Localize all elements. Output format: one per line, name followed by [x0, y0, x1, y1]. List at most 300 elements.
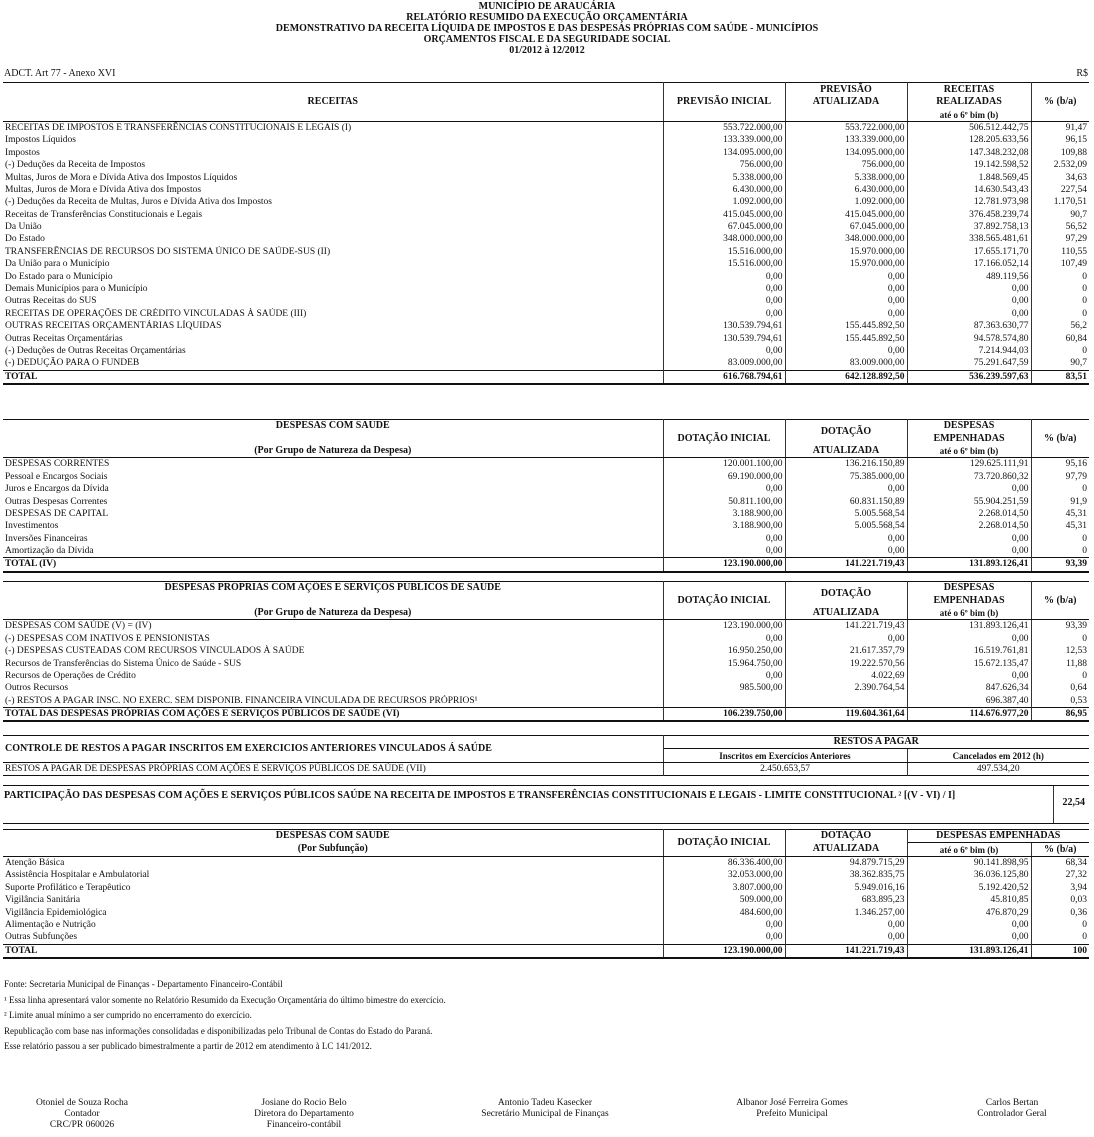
col-receitas-realizadas-b: REALIZADAS [907, 96, 1031, 108]
total-col-2: 106.239.750,00 [663, 707, 785, 721]
row-col-3: 0,00 [785, 545, 907, 558]
table-row [3, 762, 1089, 775]
row-percent: 0,03 [1070, 895, 1088, 906]
table-row [3, 233, 1089, 245]
row-label: OUTRAS RECEITAS ORÇAMENTÁRIAS LÍQUIDAS [3, 320, 663, 332]
table-row [3, 471, 1089, 483]
row-col-2: 67.045.000,00 [663, 221, 785, 233]
row-col-2: 985.500,00 [663, 682, 785, 694]
table-row [3, 919, 1089, 931]
signature-name: Albanor José Ferreira Gomes [736, 1098, 848, 1108]
row-col-2: 756.000,00 [663, 159, 785, 171]
row-col-4: 0,00 [907, 308, 1031, 320]
budget-scope: ORÇAMENTOS FISCAL E DA SEGURIDADE SOCIAL [423, 34, 671, 45]
signature-role-2: CRC/PR 060026 [49, 1120, 115, 1130]
row-percent: 97,29 [1065, 234, 1087, 245]
col-previsao-a: PREVISÃO [820, 83, 872, 95]
row-col-4: 0,00 [907, 283, 1031, 295]
col-dotacao-inicial: DOTAÇÃO INICIAL [663, 582, 785, 620]
row-percent: 95,16 [1065, 459, 1087, 470]
row-col-3: 60.831.150,89 [785, 495, 907, 507]
row-label: Impostos Líquidos [3, 134, 663, 146]
total-col-3: 642.128.892,50 [785, 370, 907, 384]
row-col-4: 90.141.898,95 [907, 856, 1031, 869]
row-col-4: 19.142.598,52 [907, 159, 1031, 171]
table-row [3, 657, 1089, 669]
row-label: Multas, Juros de Mora e Dívida Ativa dos Impostos [3, 184, 663, 196]
row-col-4: 338.565.481,61 [907, 233, 1031, 245]
row-label: (-) Deduções da Receita de Impostos [3, 159, 663, 171]
row-percent: 109,88 [1060, 147, 1087, 158]
row-col-2: 0,00 [663, 270, 785, 282]
total-percent: 100 [1031, 944, 1089, 958]
signature-role: Secretário Municipal de Finanças [481, 1109, 609, 1119]
signature-name: Otoniel de Souza Rocha [35, 1098, 129, 1108]
table-row [3, 533, 1089, 545]
row-label: (-) RESTOS A PAGAR INSC. NO EXERC. SEM DISPONIB. FINANCEIRA VINCULADA DE RECURSOS PRÓPRIOS¹ [3, 695, 663, 708]
row-label: Demais Municípios para o Município [3, 283, 663, 295]
col-percent: % (b/a) [1031, 843, 1089, 856]
row-col-3: 141.221.719,43 [785, 620, 907, 633]
restos-group-header: RESTOS A PAGAR [663, 736, 1089, 749]
col-empenhadas-c: até o 6º bim (b) [907, 843, 1031, 856]
row-percent: 0,36 [1070, 907, 1088, 918]
row-col-3: 67.045.000,00 [785, 221, 907, 233]
col-dotacao-a: DOTAÇÃO [785, 420, 907, 445]
row-col-3: 5.338.000,00 [785, 171, 907, 183]
row-percent: 12,53 [1065, 646, 1087, 657]
table-row [3, 483, 1089, 495]
row-percent: 0 [1082, 284, 1087, 295]
row-label: (-) DEDUÇÃO PARA O FUNDEB [3, 357, 663, 370]
total-col-4: 536.239.597,63 [907, 370, 1031, 384]
total-label: TOTAL [3, 370, 663, 384]
report-header [0, 1, 1094, 56]
currency-label: R$ [1076, 68, 1088, 79]
signature-secretario [445, 1098, 645, 1120]
col-receitas: RECEITAS [3, 83, 663, 122]
col-percent: % (b/a) [1031, 420, 1089, 458]
row-percent: 0 [1082, 919, 1088, 930]
table-row [3, 246, 1089, 258]
col-empenhadas-a: DESPESAS [907, 582, 1031, 595]
participacao-value: 22,54 [1062, 797, 1085, 808]
col-subfuncao-b: (Por Subfunção) [3, 843, 663, 856]
legal-reference-line [4, 68, 1088, 81]
row-percent: 0 [1082, 296, 1087, 307]
row-col-4: 0,00 [907, 633, 1031, 645]
table-row [3, 308, 1089, 320]
row-col-2: 0,00 [663, 670, 785, 682]
total-label: TOTAL (IV) [3, 558, 663, 572]
row-label: Multas, Juros de Mora e Dívida Ativa dos Impostos Líquidos [3, 171, 663, 183]
row-col-4: 45.810,85 [907, 894, 1031, 906]
row-col-2: 50.811.100,00 [663, 495, 785, 507]
total-col-4: 131.893.126,41 [907, 558, 1031, 572]
table-row [3, 695, 1089, 708]
row-col-3: 38.362.835,75 [785, 869, 907, 881]
row-percent: 90,7 [1070, 209, 1087, 220]
col-spacer [3, 432, 663, 444]
row-col-3: 0,00 [785, 931, 907, 944]
row-col-3: 0,00 [785, 919, 907, 931]
row-col-4: 17.655.171,70 [907, 246, 1031, 258]
total-row [3, 370, 1089, 384]
row-label: Amortização da Dívida [3, 545, 663, 558]
col-inscritos: Inscritos em Exercícios Anteriores [663, 749, 907, 762]
table-row [3, 670, 1089, 682]
row-percent: 0 [1082, 271, 1087, 282]
row-col-4: 128.205.633,56 [907, 134, 1031, 146]
row-col-3: 0,00 [785, 270, 907, 282]
row-label: Assistência Hospitalar e Ambulatorial [3, 869, 663, 881]
divider [1053, 786, 1054, 823]
row-col-2: 3.188.900,00 [663, 520, 785, 532]
row-label: DESPESAS COM SAÚDE (V) = (IV) [3, 620, 663, 633]
row-percent: 68,34 [1065, 857, 1088, 868]
row-col-3: 6.430.000,00 [785, 184, 907, 196]
table-row [3, 458, 1089, 471]
row-percent: 91,9 [1070, 496, 1087, 507]
col-despesas-b: (Por Grupo de Natureza da Despesa) [3, 445, 663, 458]
signature-controlador [912, 1098, 1094, 1120]
table-row [3, 171, 1089, 183]
col-spacer [3, 594, 663, 606]
row-col-3: 2.390.764,54 [785, 682, 907, 694]
subfuncao-table [3, 829, 1089, 959]
row-col-4: 12.781.973,98 [907, 196, 1031, 208]
col-despesas-a: DESPESAS COM SAÚDE [3, 420, 663, 433]
row-label: Outras Receitas Orçamentárias [3, 332, 663, 344]
signature-role: Controlador Geral [977, 1109, 1047, 1119]
row-percent: 56,2 [1070, 321, 1087, 332]
table-row [3, 320, 1089, 332]
table-row [3, 345, 1089, 357]
table-row [3, 869, 1089, 881]
row-label: RECEITAS DE IMPOSTOS E TRANSFERÊNCIAS CONSTITUCIONAIS E LEGAIS (I) [3, 121, 663, 134]
signature-role: Prefeito Municipal [756, 1109, 828, 1119]
row-col-4: 36.036.125,80 [907, 869, 1031, 881]
row-col-4: 376.458.239,74 [907, 209, 1031, 221]
total-col-4: 131.893.126,41 [907, 944, 1031, 958]
col-proprias-b: (Por Grupo de Natureza da Despesa) [3, 607, 663, 620]
row-col-4: 0,00 [907, 533, 1031, 545]
row-percent: 0 [1082, 533, 1087, 544]
row-col-2: 3.188.900,00 [663, 508, 785, 520]
row-label: Atenção Básica [3, 856, 663, 869]
row-label: RECEITAS DE OPERAÇÕES DE CRÉDITO VINCULADAS À SAÚDE (III) [3, 308, 663, 320]
table-row [3, 258, 1089, 270]
participacao-text: PARTICIPAÇÃO DAS DESPESAS COM AÇÕES E SERVIÇOS PÚBLICOS SAÚDE NA RECEITA DE IMPOSTOS E TRANSFERÊNCIAS CONSTITUCIONAIS E LEGAIS - LIMITE CONSTITUCIONAL ² [(V - VI) / I] [4, 790, 956, 801]
row-percent: 0 [1082, 670, 1087, 681]
row-col-3: 415.045.000,00 [785, 209, 907, 221]
row-col-4: 17.166.052,14 [907, 258, 1031, 270]
row-percent: 11,88 [1065, 658, 1087, 669]
row-percent: 0 [1082, 633, 1087, 644]
restos-row-inscritos: 2.450.653,57 [663, 762, 907, 775]
signature-name: Josiane do Rocio Belo [261, 1098, 347, 1108]
row-col-4: 147.348.232,08 [907, 147, 1031, 159]
table-row [3, 882, 1089, 894]
row-label: Recursos de Operações de Crédito [3, 670, 663, 682]
row-col-2: 15.516.000,00 [663, 258, 785, 270]
row-col-4: 506.512.442,75 [907, 121, 1031, 134]
row-col-2: 0,00 [663, 931, 785, 944]
col-dotacao-b: ATUALIZADA [785, 843, 907, 856]
row-percent: 0 [1082, 346, 1087, 356]
signature-role: Diretora do Departamento [254, 1109, 354, 1119]
row-col-3: 19.222.570,56 [785, 657, 907, 669]
row-col-4: 0,00 [907, 919, 1031, 931]
row-col-3: 94.879.715,29 [785, 856, 907, 869]
row-label: Da União para o Município [3, 258, 663, 270]
restos-a-pagar-table [3, 735, 1089, 776]
row-col-2: 509.000,00 [663, 894, 785, 906]
col-empenhadas-b: EMPENHADAS [907, 432, 1031, 444]
table-row [3, 332, 1089, 344]
row-col-2: 415.045.000,00 [663, 209, 785, 221]
row-col-4: 0,00 [907, 545, 1031, 558]
row-col-2: 15.964.750,00 [663, 657, 785, 669]
col-dotacao-inicial: DOTAÇÃO INICIAL [663, 420, 785, 458]
restos-row-cancelados: 497.534,20 [976, 763, 1020, 774]
col-receitas-realizadas-a: RECEITAS [907, 83, 1031, 97]
row-col-3: 133.339.000,00 [785, 134, 907, 146]
col-dotacao-inicial: DOTAÇÃO INICIAL [663, 830, 785, 857]
row-col-2: 123.190.000,00 [663, 620, 785, 633]
despesas-proprias-table [3, 581, 1089, 722]
footnote-lc: Esse relatório passou a ser publicado bimestralmente a partir de 2012 em atendimento à LC 141/2012. [4, 1041, 372, 1051]
footnote-republication: Republicação com base nas informações consolidadas e disponibilizadas pelo Tribunal de Contas do Estado do Paraná. [4, 1025, 433, 1036]
row-col-2: 0,00 [663, 533, 785, 545]
report-title: RELATÓRIO RESUMIDO DA EXECUÇÃO ORÇAMENTÁRIA [406, 12, 688, 23]
table-row [3, 147, 1089, 159]
row-label: Outras Subfunções [3, 931, 663, 944]
row-label: (-) Deduções de Outras Receitas Orçamentárias [3, 345, 663, 357]
row-col-2 [663, 695, 785, 708]
row-col-3: 5.949.016,16 [785, 882, 907, 894]
receitas-table [3, 82, 1089, 385]
report-subtitle: DEMONSTRATIVO DA RECEITA LÍQUIDA DE IMPOSTOS E DAS DESPESAS PRÓPRIAS COM SAÚDE - MUNICÍPIOS [275, 23, 819, 34]
col-empenhadas-c: até o 6º bim (b) [907, 445, 1031, 458]
row-col-2: 5.338.000,00 [663, 171, 785, 183]
row-label: DESPESAS CORRENTES [3, 458, 663, 471]
row-col-3: 348.000.000,00 [785, 233, 907, 245]
col-dotacao-a: DOTAÇÃO [785, 830, 907, 843]
row-percent: 91,47 [1065, 122, 1087, 133]
table-row [3, 270, 1089, 282]
total-row [3, 707, 1089, 721]
total-row [3, 944, 1089, 958]
row-label: (-) DESPESAS CUSTEADAS COM RECURSOS VINCULADOS À SAÚDE [3, 645, 663, 657]
row-col-3: 136.216.150,89 [785, 458, 907, 471]
total-label: TOTAL [3, 944, 663, 958]
row-col-2: 83.009.000,00 [663, 357, 785, 370]
total-col-3: 141.221.719,43 [785, 558, 907, 572]
row-col-4: 489.119,56 [907, 270, 1031, 282]
signature-name: Antonio Tadeu Kasecker [497, 1098, 593, 1108]
row-col-4: 15.672.135,47 [907, 657, 1031, 669]
row-label: Outros Recursos [3, 682, 663, 694]
table-row [3, 209, 1089, 221]
row-percent: 3,94 [1070, 882, 1088, 893]
report-period: 01/2012 à 12/2012 [509, 45, 585, 56]
table-row [3, 620, 1089, 633]
row-col-2: 0,00 [663, 295, 785, 307]
col-previsao-inicial: PREVISÃO INICIAL [663, 83, 785, 122]
col-subfuncao-a: DESPESAS COM SAÚDE [3, 830, 663, 843]
row-col-3: 75.385.000,00 [785, 471, 907, 483]
col-dotacao-b: ATUALIZADA [785, 445, 907, 458]
row-percent: 0 [1082, 308, 1087, 319]
row-col-4: 2.268.014,50 [907, 520, 1031, 532]
row-col-4: 0,00 [907, 931, 1031, 944]
row-col-2: 0,00 [663, 308, 785, 320]
table-row [3, 283, 1089, 295]
total-col-2: 616.768.794,61 [663, 370, 785, 384]
row-col-3: 1.092.000,00 [785, 196, 907, 208]
row-col-2: 130.539.794,61 [663, 332, 785, 344]
table-row [3, 906, 1089, 918]
row-col-4: 73.720.860,32 [907, 471, 1031, 483]
total-row [3, 558, 1089, 572]
table-row [3, 682, 1089, 694]
table-row [3, 196, 1089, 208]
col-percent: % (b/a) [1031, 582, 1089, 620]
table-row [3, 134, 1089, 146]
col-proprias-a: DESPESAS PRÓPRIAS COM AÇÕES E SERVIÇOS PÚBLICOS DE SAÚDE [3, 582, 663, 595]
total-percent: 83,51 [1031, 370, 1089, 384]
row-col-4: 696.387,40 [907, 695, 1031, 708]
row-col-3 [785, 695, 907, 708]
row-col-3: 0,00 [785, 633, 907, 645]
total-col-3: 141.221.719,43 [785, 944, 907, 958]
row-col-3: 15.970.000,00 [785, 246, 907, 258]
row-col-3: 15.970.000,00 [785, 258, 907, 270]
row-col-4: 1.848.569,45 [907, 171, 1031, 183]
row-percent: 2.532,09 [1053, 160, 1087, 171]
table-row [3, 221, 1089, 233]
total-col-4: 114.676.977,20 [907, 707, 1031, 721]
row-col-2: 15.516.000,00 [663, 246, 785, 258]
signature-role: Contador [64, 1109, 100, 1119]
row-percent: 110,55 [1061, 246, 1087, 257]
row-label: Outras Despesas Correntes [3, 495, 663, 507]
row-col-2: 0,00 [663, 345, 785, 357]
total-col-2: 123.190.000,00 [663, 944, 785, 958]
total-percent: 86,95 [1031, 707, 1089, 721]
row-col-4: 129.625.111,91 [907, 458, 1031, 471]
row-col-2: 484.600,00 [663, 906, 785, 918]
table-row [3, 159, 1089, 171]
row-percent: 107,49 [1060, 259, 1087, 270]
row-col-4: 55.904.251,59 [907, 495, 1031, 507]
table-row [3, 633, 1089, 645]
row-col-3: 5.005.568,54 [785, 508, 907, 520]
footnote-1: ¹ Essa linha apresentará valor somente no Relatório Resumido da Execução Orçamentária do último bimestre do exercício. [4, 994, 446, 1005]
row-col-2: 0,00 [663, 633, 785, 645]
restos-row-label: RESTOS A PAGAR DE DESPESAS PRÓPRIAS COM AÇÕES E SERVIÇOS PÚBLICOS DE SAÚDE (VII) [3, 762, 663, 775]
row-percent: 34,63 [1065, 172, 1087, 183]
row-percent: 45,31 [1065, 508, 1087, 519]
restos-title: CONTROLE DE RESTOS A PAGAR INSCRITOS EM EXERCICIOS ANTERIORES VINCULADOS Á SAÚDE [3, 736, 663, 763]
row-percent: 27,32 [1065, 870, 1088, 881]
row-col-4: 94.578.574,80 [907, 332, 1031, 344]
footnotes [4, 977, 446, 1055]
row-col-4: 75.291.647,59 [907, 357, 1031, 370]
row-percent: 60,84 [1065, 333, 1087, 344]
row-col-2: 348.000.000,00 [663, 233, 785, 245]
row-percent: 227,54 [1060, 184, 1087, 195]
total-label: TOTAL DAS DESPESAS PRÓPRIAS COM AÇÕES E SERVIÇOS PÚBLICOS DE SAÚDE (VI) [3, 707, 663, 721]
row-label: Outras Receitas do SUS [3, 295, 663, 307]
row-percent: 56,52 [1065, 222, 1087, 233]
row-label: Alimentação e Nutrição [3, 919, 663, 931]
col-dotacao-b: ATUALIZADA [785, 607, 907, 620]
row-label: Do Estado para o Município [3, 270, 663, 282]
row-label: Investimentos [3, 520, 663, 532]
row-label: Juros e Encargos da Dívida [3, 483, 663, 495]
row-col-3: 21.617.357,79 [785, 645, 907, 657]
row-col-2: 0,00 [663, 545, 785, 558]
table-row [3, 645, 1089, 657]
row-col-2: 1.092.000,00 [663, 196, 785, 208]
row-col-3: 0,00 [785, 483, 907, 495]
row-percent: 90,7 [1070, 358, 1087, 369]
table-row [3, 520, 1089, 532]
row-col-3: 83.009.000,00 [785, 357, 907, 370]
total-col-3: 119.604.361,64 [785, 707, 907, 721]
row-label: Vigilância Epidemiológica [3, 906, 663, 918]
row-label: Da União [3, 221, 663, 233]
row-col-2: 0,00 [663, 919, 785, 931]
row-percent: 0 [1082, 932, 1088, 943]
row-col-3: 0,00 [785, 345, 907, 357]
row-col-3: 756.000,00 [785, 159, 907, 171]
table-row [3, 357, 1089, 370]
row-col-4: 0,00 [907, 483, 1031, 495]
total-percent: 93,39 [1031, 558, 1089, 572]
row-percent: 0 [1082, 546, 1087, 557]
table-row [3, 545, 1089, 558]
row-col-4: 7.214.944,03 [907, 345, 1031, 357]
row-col-2: 3.807.000,00 [663, 882, 785, 894]
row-col-3: 0,00 [785, 283, 907, 295]
col-empenhadas: DESPESAS EMPENHADAS [907, 830, 1089, 843]
row-label: Pessoal e Encargos Sociais [3, 471, 663, 483]
col-cancelados: Cancelados em 2012 (h) [907, 749, 1089, 762]
despesas-table [3, 419, 1089, 573]
col-previsao-b: ATUALIZADA [785, 96, 907, 121]
row-col-2: 134.095.000,00 [663, 147, 785, 159]
signature-role-2: Financeiro-contábil [266, 1120, 342, 1130]
table-row [3, 856, 1089, 869]
row-col-2: 133.339.000,00 [663, 134, 785, 146]
row-col-2: 130.539.794,61 [663, 320, 785, 332]
row-col-2: 553.722.000,00 [663, 121, 785, 134]
col-empenhadas-c: até o 6º bim (b) [907, 607, 1031, 620]
legal-reference: ADCT. Art 77 - Anexo XVI [4, 68, 116, 79]
row-col-2: 0,00 [663, 483, 785, 495]
footnote-source: Fonte: Secretaria Municipal de Finanças - Departamento Financeiro-Contábil [4, 979, 283, 989]
row-col-4: 5.192.420,52 [907, 882, 1031, 894]
col-dotacao-a: DOTAÇÃO [785, 582, 907, 607]
row-label: Impostos [3, 147, 663, 159]
row-col-2: 0,00 [663, 283, 785, 295]
row-col-2: 120.001.100,00 [663, 458, 785, 471]
row-label: Suporte Profilático e Terapêutico [3, 882, 663, 894]
participacao-box [3, 785, 1089, 824]
